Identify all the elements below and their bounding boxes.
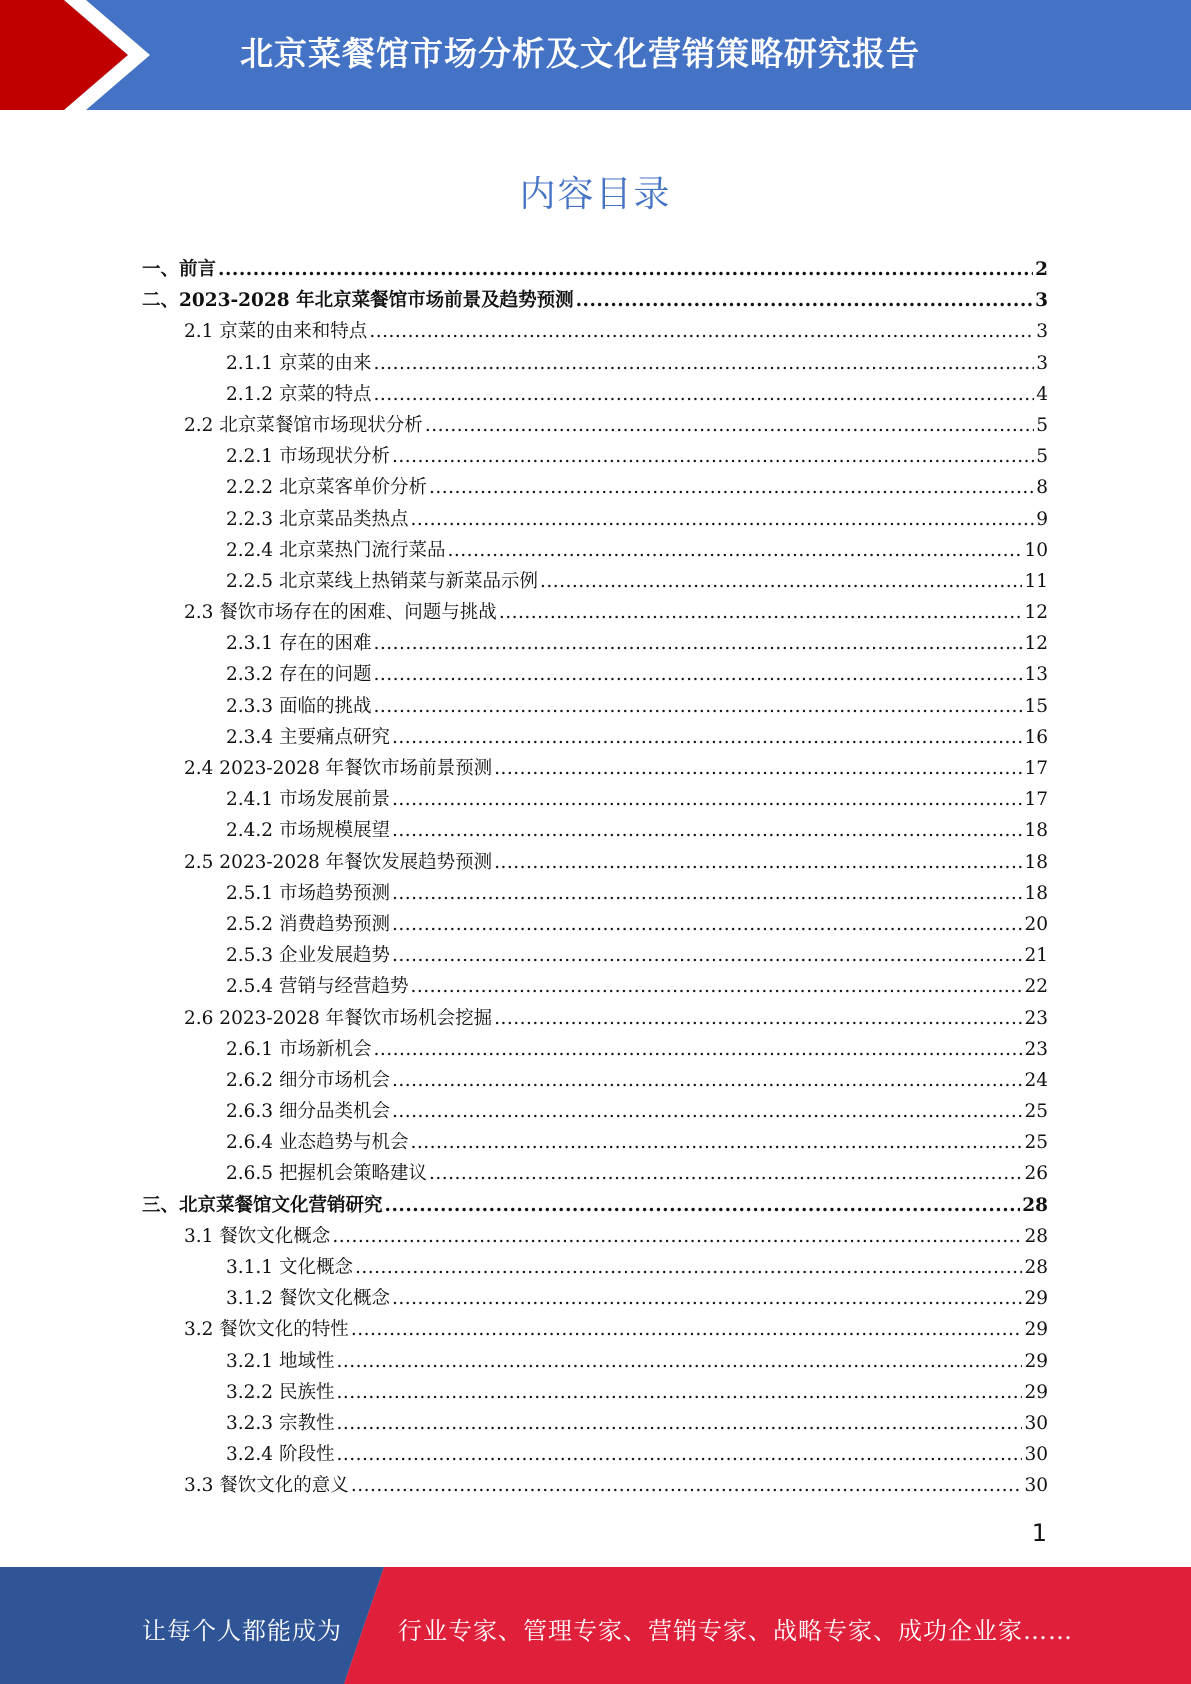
toc-entry-page: 28 <box>1024 1257 1048 1278</box>
report-title: 北京菜餐馆市场分析及文化营销策略研究报告 <box>240 34 920 73</box>
toc-entry-page: 23 <box>1024 1038 1048 1060</box>
toc-entry[interactable] <box>142 441 1048 472</box>
toc-entry[interactable] <box>142 1283 1048 1314</box>
toc-entry-page: 26 <box>1024 1163 1048 1185</box>
toc-dot-leader <box>392 940 1022 971</box>
toc-entry-title: 3.2 餐饮文化的特性 <box>184 1319 349 1341</box>
footer-slogan-left: 让每个人都能成为 <box>142 1617 342 1645</box>
toc-entry-page: 17 <box>1024 758 1048 779</box>
toc-dot-leader <box>332 1221 1022 1252</box>
toc-entry-title: 3.2.3 宗教性 <box>226 1412 335 1434</box>
toc-entry-page: 17 <box>1024 789 1048 811</box>
toc-dot-leader <box>369 316 1034 347</box>
toc-entry-title: 2.2.5 北京菜线上热销菜与新菜品示例 <box>226 570 538 592</box>
toc-entry[interactable] <box>142 628 1048 659</box>
toc-dot-leader <box>351 1314 1023 1345</box>
toc-entry-title: 3.1.1 文化概念 <box>226 1257 353 1278</box>
toc-dot-leader <box>373 691 1022 722</box>
toc-entry-page: 25 <box>1024 1132 1048 1154</box>
toc-entry[interactable] <box>142 410 1048 441</box>
toc-entry[interactable] <box>142 1346 1048 1377</box>
toc-entry-page: 20 <box>1024 913 1048 935</box>
toc-entry[interactable] <box>142 722 1048 753</box>
toc-entry[interactable] <box>142 597 1048 628</box>
toc-entry-title: 2.6.5 把握机会策略建议 <box>226 1163 427 1185</box>
toc-dot-leader <box>392 1096 1022 1127</box>
toc-entry-title: 一、前言 <box>142 259 217 280</box>
toc-entry-title: 2.2.4 北京菜热门流行菜品 <box>226 539 446 561</box>
toc-entry-page: 5 <box>1036 414 1048 436</box>
toc-entry-page: 2 <box>1035 259 1048 280</box>
toc-entry[interactable] <box>142 1252 1048 1283</box>
toc-entry-page: 30 <box>1024 1412 1048 1434</box>
toc-entry-title: 3.2.1 地域性 <box>226 1350 335 1372</box>
toc-entry-title: 3.2.2 民族性 <box>226 1381 335 1403</box>
toc-entry-title: 2.1.2 京菜的特点 <box>226 383 372 405</box>
toc-entry-title: 2.6.4 业态趋势与机会 <box>226 1132 409 1154</box>
toc-dot-leader <box>494 1003 1022 1034</box>
toc-dot-leader <box>447 535 1022 566</box>
toc-entry-title: 2.6.1 市场新机会 <box>226 1038 372 1060</box>
toc-entry-title: 3.2.4 阶段性 <box>226 1444 335 1466</box>
toc-entry[interactable] <box>142 1127 1048 1158</box>
toc-entry[interactable] <box>142 535 1048 566</box>
toc-entry-title: 2.2 北京菜餐馆市场现状分析 <box>184 414 423 436</box>
toc-entry-page: 18 <box>1024 882 1048 904</box>
toc-entry[interactable] <box>142 504 1048 535</box>
toc-dot-leader <box>429 472 1034 503</box>
toc-entry-page: 28 <box>1024 1225 1048 1247</box>
toc-entry[interactable] <box>142 971 1048 1002</box>
toc-entry[interactable] <box>142 379 1048 410</box>
toc-entry[interactable] <box>142 254 1048 285</box>
toc-entry[interactable] <box>142 1221 1048 1252</box>
toc-entry-title: 2.3.4 主要痛点研究 <box>226 726 390 748</box>
toc-entry[interactable] <box>142 847 1048 878</box>
toc-entry-title: 2.2.3 北京菜品类热点 <box>226 508 409 530</box>
toc-entry[interactable] <box>142 1003 1048 1034</box>
toc-entry-page: 11 <box>1024 570 1048 592</box>
toc-entry-page: 29 <box>1024 1288 1048 1310</box>
toc-dot-leader <box>392 722 1022 753</box>
toc-dot-leader <box>429 1158 1022 1189</box>
toc-entry-page: 23 <box>1024 1007 1048 1029</box>
toc-entry[interactable] <box>142 1065 1048 1096</box>
toc-entry-page: 29 <box>1024 1319 1048 1341</box>
toc-entry-title: 2.5.4 营销与经营趋势 <box>226 976 409 998</box>
toc-entry-title: 2.2.2 北京菜客单价分析 <box>226 477 427 499</box>
toc-entry-title: 2.4 2023-2028 年餐饮市场前景预测 <box>184 758 493 779</box>
toc-entry-page: 21 <box>1024 945 1048 967</box>
toc-entry[interactable] <box>142 566 1048 597</box>
toc-dot-leader <box>336 1439 1022 1470</box>
toc-dot-leader <box>392 815 1022 846</box>
table-of-contents <box>142 254 1048 1502</box>
toc-entry-page: 5 <box>1036 446 1048 468</box>
toc-entry-title: 2.5.3 企业发展趋势 <box>226 945 390 967</box>
footer-banner <box>0 1567 1191 1684</box>
toc-dot-leader <box>540 566 1022 597</box>
toc-entry-page: 12 <box>1024 633 1048 655</box>
footer-slogan-right: 行业专家、管理专家、营销专家、战略专家、成功企业家…… <box>398 1617 1073 1645</box>
toc-entry-page: 16 <box>1024 726 1048 748</box>
toc-entry-title: 2.3.3 面临的挑战 <box>226 695 372 717</box>
toc-dot-leader <box>410 971 1022 1002</box>
page-number: 1 <box>1031 1519 1047 1547</box>
toc-dot-leader <box>392 1283 1022 1314</box>
toc-entry-title: 2.3 餐饮市场存在的困难、问题与挑战 <box>184 602 497 624</box>
toc-entry-title: 2.5 2023-2028 年餐饮发展趋势预测 <box>184 851 493 873</box>
toc-entry-title: 三、北京菜餐馆文化营销研究 <box>142 1194 383 1216</box>
toc-entry-title: 2.3.1 存在的困难 <box>226 633 372 655</box>
toc-dot-leader <box>373 348 1034 379</box>
toc-entry-title: 2.4.2 市场规模展望 <box>226 820 390 842</box>
toc-entry-title: 二、2023-2028 年北京菜餐馆市场前景及趋势预测 <box>142 290 574 312</box>
toc-entry-page: 18 <box>1024 820 1048 842</box>
toc-dot-leader <box>392 909 1022 940</box>
toc-dot-leader <box>385 1190 1021 1221</box>
toc-entry-title: 2.1.1 京菜的由来 <box>226 352 372 374</box>
toc-entry[interactable] <box>142 1377 1048 1408</box>
toc-entry-title: 3.1.2 餐饮文化概念 <box>226 1288 390 1310</box>
toc-entry[interactable] <box>142 1096 1048 1127</box>
toc-entry-page: 18 <box>1024 851 1048 873</box>
header-banner <box>0 0 1191 110</box>
toc-entry-page: 3 <box>1036 321 1048 343</box>
toc-entry-page: 30 <box>1024 1444 1048 1466</box>
toc-entry-page: 9 <box>1036 508 1048 530</box>
toc-dot-leader <box>392 784 1022 815</box>
toc-entry-title: 3.3 餐饮文化的意义 <box>184 1475 349 1497</box>
toc-entry[interactable] <box>142 909 1048 940</box>
toc-entry[interactable] <box>142 1190 1048 1221</box>
toc-entry-page: 25 <box>1024 1101 1048 1123</box>
toc-entry-title: 2.5.2 消费趋势预测 <box>226 913 390 935</box>
toc-entry-title: 2.3.2 存在的问题 <box>226 664 372 686</box>
toc-entry[interactable] <box>142 1034 1048 1065</box>
toc-entry[interactable] <box>142 878 1048 909</box>
toc-entry-title: 2.6.2 细分市场机会 <box>226 1069 390 1091</box>
toc-entry[interactable] <box>142 1470 1048 1501</box>
toc-dot-leader <box>336 1377 1022 1408</box>
toc-dot-leader <box>351 1470 1023 1501</box>
toc-dot-leader <box>494 753 1022 784</box>
toc-dot-leader <box>336 1408 1022 1439</box>
toc-dot-leader <box>392 878 1022 909</box>
toc-dot-leader <box>218 254 1033 285</box>
toc-entry[interactable] <box>142 316 1048 347</box>
toc-entry[interactable] <box>142 1314 1048 1345</box>
toc-heading: 内容目录 <box>519 174 672 215</box>
toc-dot-leader <box>336 1346 1022 1377</box>
toc-entry[interactable] <box>142 285 1048 316</box>
toc-entry[interactable] <box>142 348 1048 379</box>
toc-entry-page: 8 <box>1036 477 1048 499</box>
toc-entry-page: 15 <box>1024 695 1048 717</box>
toc-entry[interactable] <box>142 659 1048 690</box>
toc-entry[interactable] <box>142 940 1048 971</box>
toc-entry-page: 3 <box>1035 290 1048 312</box>
toc-dot-leader <box>373 379 1034 410</box>
toc-dot-leader <box>355 1252 1023 1283</box>
toc-dot-leader <box>373 659 1022 690</box>
toc-entry[interactable] <box>142 1158 1048 1189</box>
toc-entry-title: 2.5.1 市场趋势预测 <box>226 882 390 904</box>
toc-entry-title: 2.2.1 市场现状分析 <box>226 446 390 468</box>
toc-entry-page: 12 <box>1024 602 1048 624</box>
toc-dot-leader <box>499 597 1023 628</box>
toc-entry[interactable] <box>142 691 1048 722</box>
toc-entry-title: 2.1 京菜的由来和特点 <box>184 321 368 343</box>
toc-dot-leader <box>373 1034 1022 1065</box>
toc-dot-leader <box>373 628 1022 659</box>
toc-dot-leader <box>425 410 1034 441</box>
toc-entry[interactable] <box>142 784 1048 815</box>
toc-entry-page: 4 <box>1036 383 1048 405</box>
toc-dot-leader <box>576 285 1034 316</box>
toc-dot-leader <box>392 1065 1022 1096</box>
toc-entry-page: 29 <box>1024 1350 1048 1372</box>
toc-entry-page: 24 <box>1024 1069 1048 1091</box>
toc-entry-page: 10 <box>1024 539 1048 561</box>
toc-entry-title: 2.6 2023-2028 年餐饮市场机会挖掘 <box>184 1007 493 1029</box>
toc-entry[interactable] <box>142 472 1048 503</box>
toc-entry-page: 13 <box>1024 664 1048 686</box>
toc-entry-page: 22 <box>1024 976 1048 998</box>
toc-dot-leader <box>410 1127 1022 1158</box>
toc-entry-page: 29 <box>1024 1381 1048 1403</box>
toc-entry-page: 28 <box>1022 1194 1048 1216</box>
toc-dot-leader <box>494 847 1022 878</box>
toc-entry-page: 3 <box>1036 352 1048 374</box>
toc-entry[interactable] <box>142 1439 1048 1470</box>
toc-entry[interactable] <box>142 815 1048 846</box>
toc-entry[interactable] <box>142 753 1048 784</box>
toc-entry-title: 2.4.1 市场发展前景 <box>226 789 390 811</box>
toc-entry-title: 2.6.3 细分品类机会 <box>226 1101 390 1123</box>
toc-entry-page: 30 <box>1024 1475 1048 1497</box>
toc-dot-leader <box>410 504 1034 535</box>
toc-entry[interactable] <box>142 1408 1048 1439</box>
toc-dot-leader <box>392 441 1034 472</box>
toc-entry-title: 3.1 餐饮文化概念 <box>184 1225 331 1247</box>
